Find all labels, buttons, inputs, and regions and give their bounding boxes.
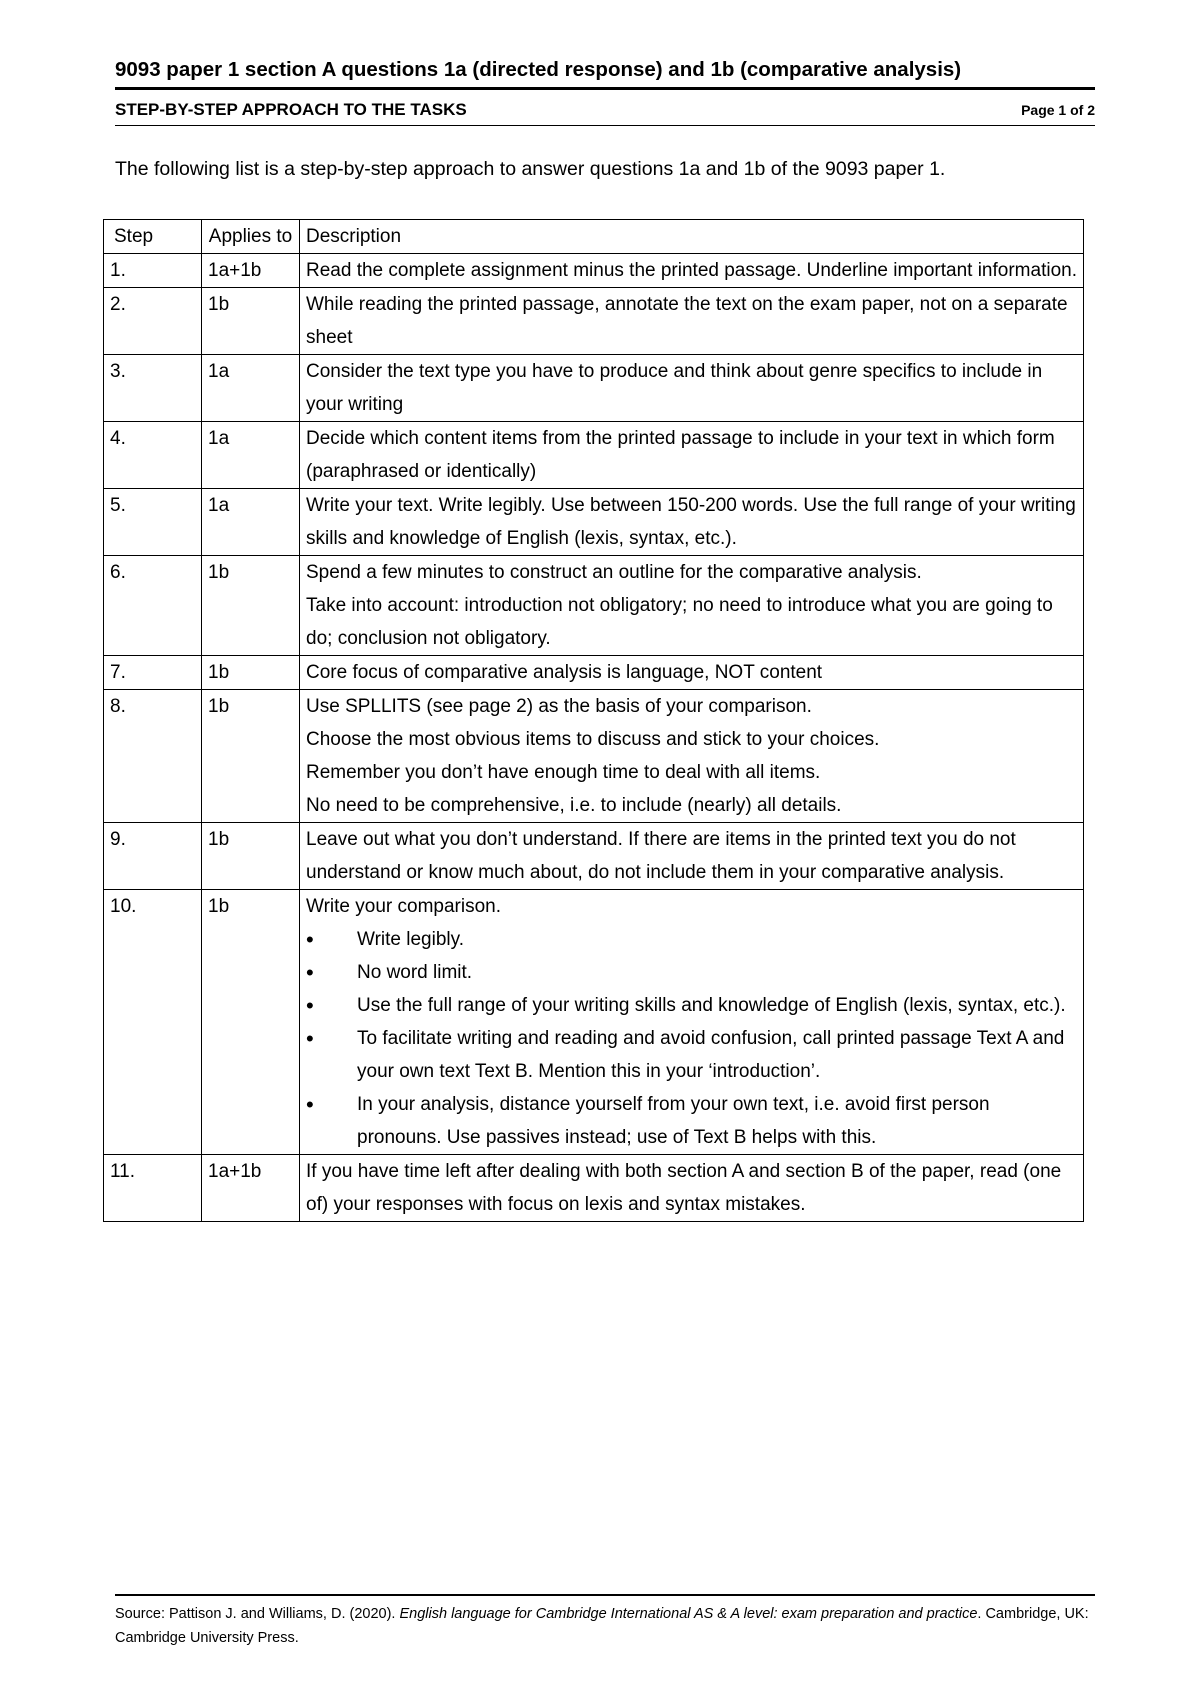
table-row	[104, 1155, 1084, 1222]
step-number: 10.	[104, 890, 202, 1155]
applies-to: 1b	[202, 690, 300, 823]
table-row	[104, 656, 1084, 690]
description-line: While reading the printed passage, annotate the text on the exam paper, not on a separate sheet	[306, 294, 1068, 348]
bullet-item: • Use the full range of your writing skills and knowledge of English (lexis, syntax, etc.).	[306, 989, 1077, 1022]
description-line: Use SPLLITS (see page 2) as the basis of your comparison.	[306, 696, 812, 717]
table-row	[104, 690, 1084, 823]
table-row	[104, 823, 1084, 890]
step-description	[300, 288, 1084, 355]
header-applies-to	[202, 220, 300, 254]
title-rule	[115, 87, 1095, 90]
bullet-list	[306, 923, 1077, 1154]
step-number: 7.	[104, 656, 202, 690]
step-number: 5.	[104, 489, 202, 556]
description-line: Read the complete assignment minus the printed passage. Underline important information.	[306, 260, 1077, 281]
step-description	[300, 890, 1084, 1155]
header-applies-to-label: Applies to	[208, 226, 293, 247]
step-description	[300, 422, 1084, 489]
table-header-row	[104, 220, 1084, 254]
table-row	[104, 890, 1084, 1155]
description-line: Choose the most obvious items to discuss and stick to your choices.	[306, 729, 880, 750]
step-number: 2.	[104, 288, 202, 355]
description-line: No need to be comprehensive, i.e. to include (nearly) all details.	[306, 795, 842, 816]
header-step: Step	[104, 220, 202, 254]
subheader	[115, 98, 1095, 122]
applies-to: 1b	[202, 556, 300, 656]
description-line: Decide which content items from the printed passage to include in your text in which form (paraphrased or identically)	[306, 428, 1055, 482]
source-citation	[115, 1602, 1095, 1650]
step-description	[300, 254, 1084, 288]
table-row	[104, 422, 1084, 489]
applies-to: 1a	[202, 355, 300, 422]
table-row	[104, 556, 1084, 656]
step-description	[300, 1155, 1084, 1222]
step-description	[300, 556, 1084, 656]
applies-to: 1a+1b	[202, 254, 300, 288]
intro-paragraph: The following list is a step-by-step approach to answer questions 1a and 1b of the 9093 paper 1.	[115, 158, 946, 180]
step-description	[300, 489, 1084, 556]
applies-to: 1b	[202, 656, 300, 690]
step-description	[300, 656, 1084, 690]
step-number: 3.	[104, 355, 202, 422]
step-number: 9.	[104, 823, 202, 890]
applies-to: 1b	[202, 288, 300, 355]
footer-rule	[115, 1594, 1095, 1596]
header-description: Description	[300, 220, 1084, 254]
applies-to: 1b	[202, 823, 300, 890]
subtitle: STEP-BY-STEP APPROACH TO THE TASKS	[115, 100, 467, 119]
table-row	[104, 288, 1084, 355]
steps-table	[103, 219, 1084, 1222]
step-description	[300, 823, 1084, 890]
table-row	[104, 355, 1084, 422]
step-description	[300, 690, 1084, 823]
step-number: 1.	[104, 254, 202, 288]
description-line: Core focus of comparative analysis is language, NOT content	[306, 662, 823, 683]
description-line: Remember you don’t have enough time to deal with all items.	[306, 762, 821, 783]
subheader-rule	[115, 125, 1095, 126]
applies-to: 1a	[202, 422, 300, 489]
bullet-item: • Write legibly.	[306, 923, 1077, 956]
applies-to: 1a+1b	[202, 1155, 300, 1222]
document-title: 9093 paper 1 section A questions 1a (directed response) and 1b (comparative analysis)	[115, 58, 962, 81]
citation-suffix: . Cambridge, UK: Cambridge University Press.	[115, 1606, 1089, 1646]
citation-title: English language for Cambridge International AS & A level: exam preparation and practice	[399, 1606, 978, 1622]
applies-to: 1b	[202, 890, 300, 1155]
table-row	[104, 254, 1084, 288]
bullet-item: • To facilitate writing and reading and avoid confusion, call printed passage Text A and your own text Text B. Mention this in your ‘introduction’.	[306, 1022, 1077, 1088]
step-number: 6.	[104, 556, 202, 656]
description-line: If you have time left after dealing with both section A and section B of the paper, read (one of) your responses with focus on lexis and syntax mistakes.	[306, 1161, 1062, 1215]
description-line: Spend a few minutes to construct an outline for the comparative analysis.	[306, 562, 922, 583]
step-number: 4.	[104, 422, 202, 489]
step-description	[300, 355, 1084, 422]
step-number: 8.	[104, 690, 202, 823]
page-number: Page 1 of 2	[1021, 102, 1095, 118]
description-line: Write your comparison.	[306, 896, 501, 917]
applies-to: 1a	[202, 489, 300, 556]
citation-prefix: Source: Pattison J. and Williams, D. (2020).	[115, 1606, 400, 1622]
description-line: Leave out what you don’t understand. If there are items in the printed text you do not understand or know much about, do not include them in your comparative analysis.	[306, 829, 1016, 883]
bullet-item: • In your analysis, distance yourself from your own text, i.e. avoid first person pronouns. Use passives instead; use of Text B helps with this.	[306, 1088, 1077, 1154]
bullet-item: • No word limit.	[306, 956, 1077, 989]
steps-body	[104, 254, 1084, 1222]
description-line: Take into account: introduction not obligatory; no need to introduce what you are going to do; conclusion not obligatory.	[306, 595, 1053, 649]
table-row	[104, 489, 1084, 556]
description-line: Write your text. Write legibly. Use between 150-200 words. Use the full range of your writing skills and knowledge of English (lexis, syntax, etc.).	[306, 495, 1076, 549]
step-number: 11.	[104, 1155, 202, 1222]
description-line: Consider the text type you have to produce and think about genre specifics to include in your writing	[306, 361, 1043, 415]
